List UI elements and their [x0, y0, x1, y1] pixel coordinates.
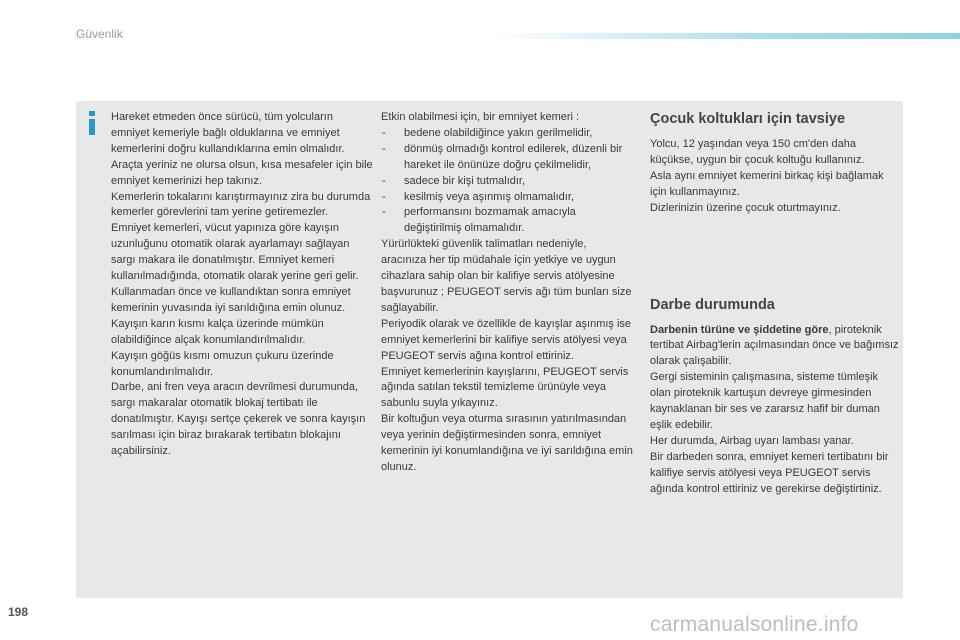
- paragraph: Kullanmadan önce ve kullandıktan sonra emniyet kemerinin yuvasında iyi sarıldığına emin olunuz.: [111, 285, 351, 314]
- section-spacer: [650, 217, 900, 296]
- list-item: [381, 142, 633, 174]
- seatbelt-general-column: [111, 110, 373, 460]
- page-header-title: Güvenlik: [76, 27, 123, 41]
- paragraph: [650, 323, 900, 371]
- paragraph: Bir darbeden sonra, emniyet kemeri tertibatını bir kalifiye servis atölyesi veya PEUGEOT servis ağında kontrol ettiriniz ve gerekirse değiştirtiniz.: [650, 450, 889, 495]
- list-item: [381, 205, 633, 237]
- paragraph: Darbe, ani fren veya aracın devrilmesi durumunda, sargı makaralar otomatik blokaj tertibatı ile donatılmıştır. Kayışı sertçe çekerek ve sonra kayışın sarılması için biraz bırakarak tertibatın blokajını açabilirsiniz.: [111, 381, 366, 458]
- list-item: [381, 126, 633, 142]
- list-item: [381, 190, 633, 206]
- paragraph: Yürürlükteki güvenlik talimatları nedeniyle, aracınıza her tip müdahale için yetkiye ve uygun cihazlara sahip olan bir kalifiye servis atölyesine başvurunuz ; PEUGEOT servis ağı tüm bunları size sağlayabilir.: [381, 238, 632, 314]
- paragraph: Emniyet kemerleri, vücut yapınıza göre kayışın uzunluğunu otomatik olarak ayarlamayı sağlayan sargı makara ile donatılmıştır. Emniyet kemeri kullanılmadığında, otomatik olarak yerine geri gelir.: [111, 222, 359, 283]
- paragraph: Hareket etmeden önce sürücü, tüm yolcuların emniyet kemeriyle bağlı olduklarına ve emniyet kemerlerini doğru kullandıklarına emin olmalıdır.: [111, 111, 345, 155]
- header-accent-bar: [490, 33, 960, 39]
- list-dash: -: [382, 126, 386, 139]
- list-dash: -: [382, 174, 386, 187]
- list-item-text: sadece bir kişi tutmalıdır,: [404, 174, 526, 187]
- child-and-crash-column: [650, 110, 900, 498]
- paragraph: Asla aynı emniyet kemerini birkaç kişi bağlamak için kullanmayınız.: [650, 169, 884, 198]
- list-dash: -: [382, 206, 386, 219]
- paragraph: Kayışın göğüs kısmı omuzun çukuru üzerinde konumlandırılmalıdır.: [111, 349, 334, 378]
- child-seats-heading: Çocuk koltukları için tavsiye: [650, 111, 846, 127]
- crash-bold-lead: Darbenin türüne ve şiddetine göre: [650, 323, 829, 336]
- paragraph: Periyodik olarak ve özellikle de kayışlar aşınmış ise emniyet kemerlerini bir kalifiye servis atölyesi veya PEUGEOT servis ağına kontrol ettiriniz.: [381, 317, 632, 362]
- crash-lead-rest: , piroteknik tertibat Airbag'lerin açılmasından önce ve bağımsız olarak çalışabilir.: [650, 323, 899, 368]
- paragraph: Her durumda, Airbag uyarı lambası yanar.: [650, 434, 854, 447]
- paragraph: Kemerlerin tokalarını karıştırmayınız zira bu durumda kemerler görevlerini tam yerine getiremezler.: [111, 190, 371, 219]
- requirements-intro: Etkin olabilmesi için, bir emniyet kemeri :: [381, 111, 580, 123]
- list-item: [381, 174, 633, 190]
- watermark: carmanualsonline.info: [650, 613, 859, 636]
- seatbelt-requirements-column: [381, 110, 633, 476]
- paragraph: Araçta yeriniz ne olursa olsun, kısa mesafeler için bile emniyet kemerinizi hep takınız.: [111, 158, 373, 187]
- list-dash: -: [382, 190, 386, 203]
- list-item-text: bedene olabildiğince yakın gerilmelidir,: [404, 126, 593, 139]
- paragraph: Kayışın karın kısmı kalça üzerinde mümkün olabildiğince alçak konumlandırılmalıdır.: [111, 317, 324, 346]
- paragraph: Bir koltuğun veya oturma sırasının yatırılmasından veya yerinin değiştirmesinden sonra, emniyet kemerinin iyi konumlandığına ve iyi sarıldığına emin olunuz.: [381, 413, 633, 473]
- list-dash: -: [382, 142, 386, 155]
- crash-heading: Darbe durumunda: [650, 296, 775, 313]
- paragraph: Yolcu, 12 yaşından veya 150 cm'den daha küçükse, uygun bir çocuk koltuğu kullanınız.: [650, 138, 865, 166]
- list-item-text: kesilmiş veya aşınmış olmamalıdır,: [404, 190, 574, 203]
- list-item-text: performansını bozmamak amacıyla değiştirilmiş olmamalıdır.: [404, 206, 576, 235]
- paragraph: Dizlerinizin üzerine çocuk oturtmayınız.: [650, 201, 841, 214]
- page-number: 198: [8, 605, 29, 619]
- info-icon: [84, 110, 100, 136]
- paragraph: Emniyet kemerlerinin kayışlarını, PEUGEOT servis ağında satılan tekstil temizleme ürünüyle veya sabunlu suyla yıkayınız.: [381, 365, 629, 410]
- paragraph: Gergi sisteminin çalışmasına, sisteme tümleşik olan piroteknik kartuşun devreye girmesinden kaynaklanan bir ses ve zararsız hafif bir duman eşlik edebilir.: [650, 371, 880, 431]
- list-item-text: dönmüş olmadığı kontrol edilerek, düzenli bir hareket ile önünüze doğru çekilmelidir,: [404, 142, 623, 171]
